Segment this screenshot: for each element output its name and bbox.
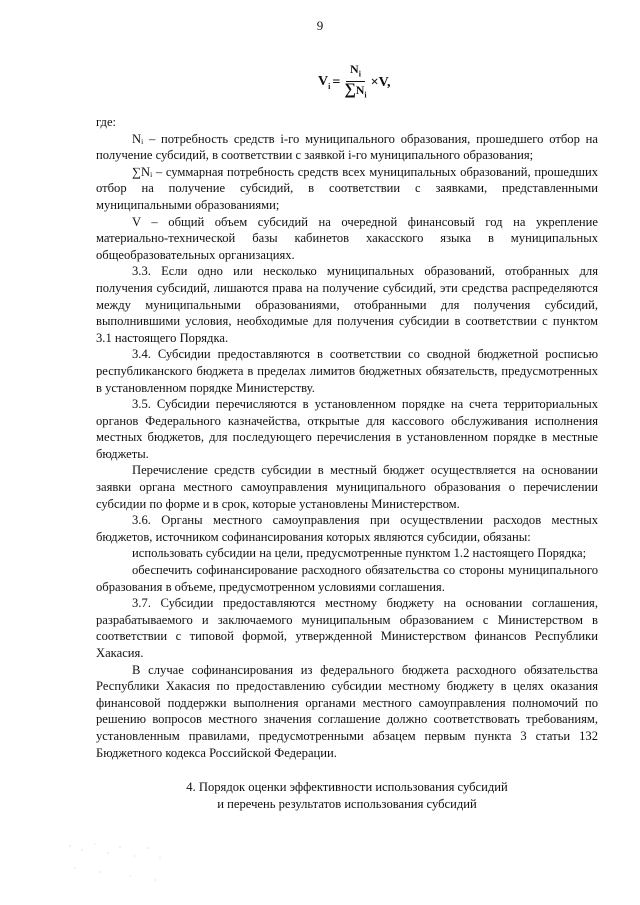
document-body [96, 114, 598, 812]
paragraph: 3.5. Субсидии перечисляются в установленном порядке на счета территориальных органов Федерального казначейства, открытые для кассового обслуживания исполнения местных бюджетов, для последующего перечисления в установленном порядке в местные бюджеты. [96, 397, 598, 461]
page-number: 9 [316, 18, 324, 33]
formula-numerator: $N_i$ [346, 62, 365, 82]
paragraph: где: [96, 115, 117, 129]
paragraph: 3.3. Если одно или несколько муниципальных образований, отобранных для получения субсидий, лишаются права на получение субсидий, эти средства распределяются между муниципальными образованиями, отобранными для получения субсидий, выполнившими условия, необходимые для получения субсидии в соответствии с пунктом 3.1 настоящего Порядка. [96, 264, 598, 345]
formula-denominator: $\sum N_i$ [344, 81, 367, 100]
paragraph: Nᵢ – потребность средств i-го муниципального образования, прошедшего отбор на получение субсидий, в соответствии с заявкой i-го муниципального образования; [96, 131, 598, 163]
formula-equals: = [332, 74, 341, 90]
formula-lhs: $V_i$ [318, 74, 331, 92]
paragraph: использовать субсидии на цели, предусмотренные пунктом 1.2 настоящего Порядка; [132, 546, 587, 561]
section-heading: 4. Порядок оценки эффективности использования субсидий и перечень результатов использования субсидий [186, 780, 508, 811]
paragraph: В случае софинансирования из федерального бюджета расходного обязательства Республики Хакасия по предоставлению субсидии местному бюджету в целях оказания финансовой поддержки выполнения органами местного самоуправления полномочий по решению вопросов местного значения соглашение должно соответствовать требованиям, установленным правилами, предусмотренными абзацем первым пункта 3 статьи 132 Бюджетного кодекса Российской Федерации. [96, 662, 598, 760]
paragraph: обеспечить софинансирование расходного обязательства со стороны муниципального образования в объеме, предусмотренном условиями соглашения. [96, 563, 598, 594]
formula-rhs: ×V, [370, 74, 391, 90]
paragraph: V – общий объем субсидий на очередной финансовый год на укрепление материально-технической базы кабинетов хакасского языка в муниципальных общеобразовательных организациях. [96, 214, 598, 262]
formula-fraction [344, 62, 366, 104]
paragraph: 3.7. Субсидии предоставляются местному бюджету на основании соглашения, разрабатываемого и заключаемого муниципальным образованием с Министерством в соответствии с типовой формой, утвержденной Министерством финансов Республики Хакасия. [96, 596, 598, 660]
paragraph: 3.4. Субсидии предоставляются в соответствии со сводной бюджетной росписью республиканского бюджета в пределах лимитов бюджетных обязательств, предусмотренных в установленном порядке Министерству. [96, 347, 598, 395]
paragraph: Перечисление средств субсидии в местный бюджет осуществляется на основании заявки органа местного самоуправления муниципального образования о перечислении субсидии по форме и в срок, которые установлены Министерством. [96, 463, 598, 511]
paragraph: 3.6. Органы местного самоуправления при осуществлении расходов местных бюджетов, источником софинансирования которых являются субсидии, обязаны: [96, 513, 598, 544]
paragraph: ∑Nᵢ – суммарная потребность средств всех муниципальных образований, прошедших отбор на получение субсидий, в соответствии с заявками, представленными муниципальными образованиями; [96, 164, 598, 212]
allocation-formula [318, 62, 390, 104]
scan-artifact [60, 838, 180, 888]
